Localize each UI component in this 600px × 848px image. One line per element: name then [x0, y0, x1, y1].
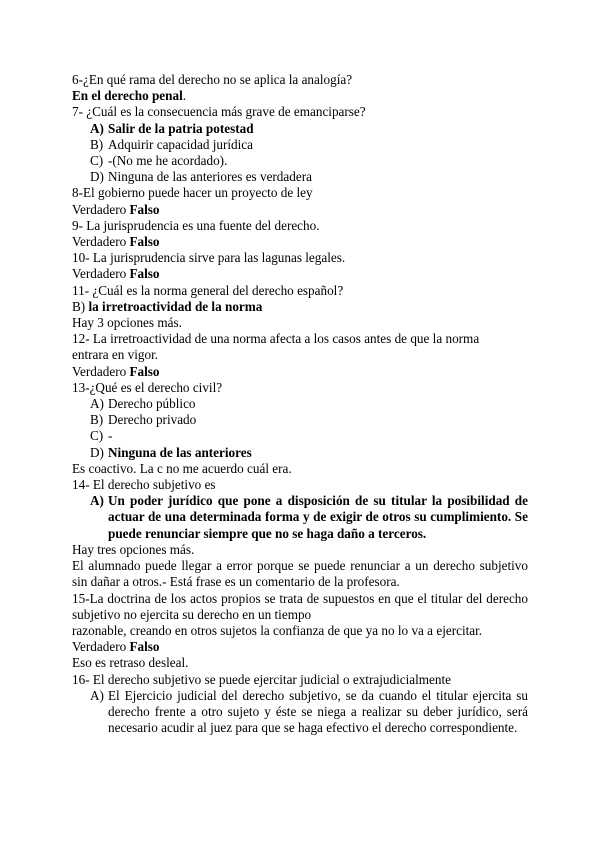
true-label: Verdadero	[72, 234, 127, 250]
option-text: -	[108, 428, 113, 444]
false-label: Falso	[129, 234, 160, 250]
answer-12	[72, 364, 528, 380]
question-9: 9- La jurisprudencia es una fuente del derecho.	[72, 217, 320, 233]
option-letter: B)	[90, 412, 104, 428]
option-text: -(No me he acordado).	[108, 153, 228, 169]
note-14-2: El alumnado puede llegar a error porque se puede renunciar a un derecho subjetivo sin dañar a otros.- Está frase es un comentario de la profesora.	[72, 558, 528, 590]
option-13-b	[72, 412, 528, 428]
question-8: 8-El gobierno puede hacer un proyecto de ley	[72, 185, 313, 201]
option-letter: A)	[90, 493, 104, 509]
option-7-b	[72, 137, 528, 153]
note-14-1: Hay tres opciones más.	[72, 541, 195, 557]
answer-11	[72, 299, 528, 315]
option-13-d	[72, 445, 528, 461]
option-text: Adquirir capacidad jurídica	[108, 136, 253, 152]
option-13-c	[72, 428, 528, 444]
answer-11-text: la irretroactividad de la norma	[88, 298, 263, 314]
option-7-d	[72, 169, 528, 185]
answer-14	[72, 493, 528, 542]
answer-8	[72, 202, 528, 218]
option-13-a	[72, 396, 528, 412]
option-text: Derecho privado	[108, 412, 197, 428]
option-text: Derecho público	[108, 396, 196, 412]
answer-15	[72, 639, 528, 655]
question-15-part-2: razonable, creando en otros sujetos la confianza de que ya no lo va a ejercitar.	[72, 622, 483, 638]
page-content	[72, 72, 528, 736]
option-letter: A)	[90, 396, 104, 412]
option-letter: A)	[90, 687, 104, 703]
question-12-line-2: entrara en vigor.	[72, 347, 159, 363]
option-text: Ninguna de las anteriores	[108, 444, 252, 460]
answer-9	[72, 234, 528, 250]
option-letter: D)	[90, 444, 104, 460]
note-11: Hay 3 opciones más.	[72, 315, 182, 331]
answer-6-end: .	[182, 88, 187, 104]
option-letter: D)	[90, 169, 104, 185]
question-14: 14- El derecho subjetivo es	[72, 477, 216, 493]
answer-6-text: En el derecho penal	[72, 88, 183, 104]
note-15: Eso es retraso desleal.	[72, 655, 189, 671]
answer-16	[72, 688, 528, 737]
question-15-part-1: 15-La doctrina de los actos propios se trata de supuestos en que el titular del derecho subjetivo no ejercita su derecho en un tiempo	[72, 590, 528, 622]
option-7-a	[72, 121, 528, 137]
option-text: Salir de la patria potestad	[108, 120, 254, 136]
option-text: Un poder jurídico que pone a disposición de su titular la posibilidad de actuar de una determinada forma y de exigir de otros su cumplimiento. Se puede renunciar siempre que no se haga daño a terceros.	[108, 493, 528, 541]
true-label: Verdadero	[72, 363, 127, 379]
true-label: Verdadero	[72, 201, 127, 217]
false-label: Falso	[129, 363, 160, 379]
option-text: El Ejercicio judicial del derecho subjetivo, se da cuando el titular ejercita su derecho frente a otro sujeto y éste se niega a realizar su deber jurídico, será necesario acudir al juez para que se haga efectivo el derecho correspondiente.	[108, 687, 528, 736]
option-letter: C)	[90, 428, 104, 444]
option-7-c	[72, 153, 528, 169]
answer-6	[72, 88, 528, 104]
true-label: Verdadero	[72, 639, 127, 655]
option-letter: B)	[90, 136, 104, 152]
option-text: Ninguna de las anteriores es verdadera	[108, 169, 312, 185]
question-11: 11- ¿Cuál es la norma general del derecho español?	[72, 282, 344, 298]
answer-10	[72, 266, 528, 282]
option-letter: C)	[90, 153, 104, 169]
question-16: 16- El derecho subjetivo se puede ejercitar judicial o extrajudicialmente	[72, 671, 451, 687]
option-letter: A)	[90, 120, 104, 136]
false-label: Falso	[129, 201, 160, 217]
question-7: 7- ¿Cuál es la consecuencia más grave de emanciparse?	[72, 104, 366, 120]
note-13: Es coactivo. La c no me acuerdo cuál era.	[72, 460, 292, 476]
false-label: Falso	[129, 266, 160, 282]
question-6: 6-¿En qué rama del derecho no se aplica la analogía?	[72, 72, 353, 87]
question-10: 10- La jurisprudencia sirve para las lagunas legales.	[72, 250, 346, 266]
question-13: 13-¿Qué es el derecho civil?	[72, 379, 223, 395]
false-label: Falso	[129, 639, 160, 655]
answer-11-letter: B)	[72, 298, 86, 314]
true-label: Verdadero	[72, 266, 127, 282]
question-12-line-1: 12- La irretroactividad de una norma afecta a los casos antes de que la norma	[72, 331, 480, 347]
